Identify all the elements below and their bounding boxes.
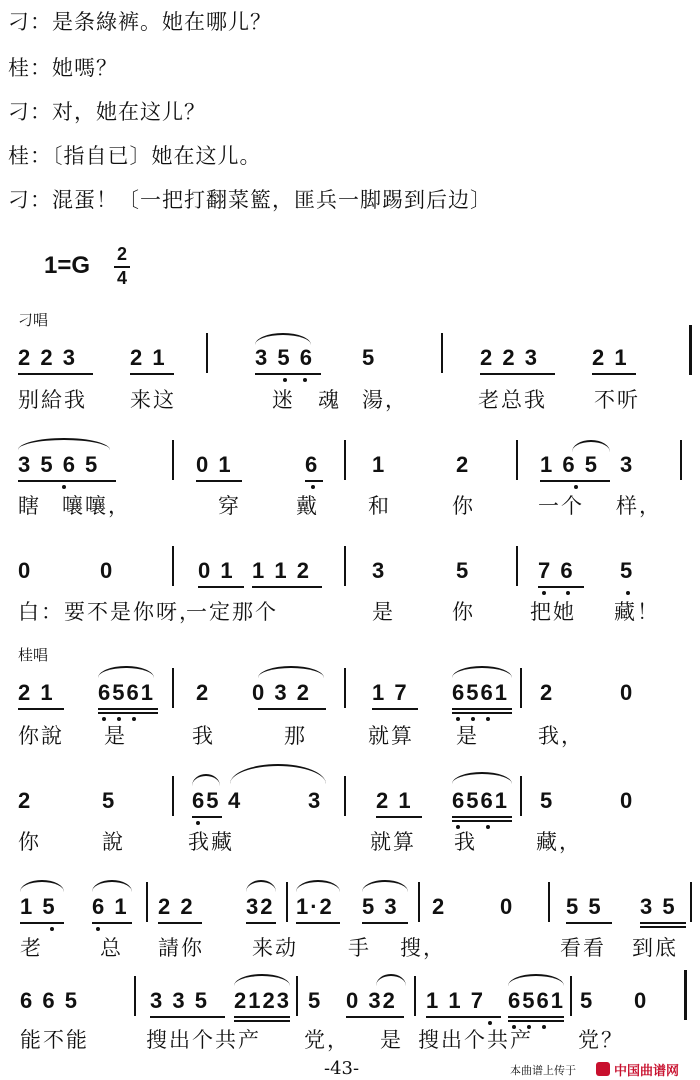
slur — [508, 974, 564, 986]
note-group: 5 — [540, 788, 555, 813]
note-group: 2 — [196, 680, 211, 705]
underline — [362, 922, 408, 924]
note-group: 5 — [620, 558, 635, 583]
note-group: 0 — [634, 988, 649, 1013]
speaker: 刁： — [8, 10, 52, 34]
note-group: 6 — [305, 452, 320, 477]
lyric: 你 — [18, 830, 41, 854]
lyric: 就算 — [370, 830, 416, 854]
note-group: 2 — [432, 894, 447, 919]
underline — [640, 922, 686, 924]
underline — [508, 1016, 564, 1018]
note-group: 2 — [540, 680, 555, 705]
note-group: 1 6 5 — [540, 452, 599, 477]
underline — [258, 708, 326, 710]
underline — [452, 816, 512, 818]
underline — [98, 708, 158, 710]
note-group: 2 2 — [158, 894, 195, 919]
note-group: 2 1 — [592, 345, 629, 370]
note-group: 2 — [18, 788, 33, 813]
lyric: 是 — [456, 724, 479, 748]
underline — [158, 922, 202, 924]
upload-note: 本曲谱上传于 — [510, 1065, 576, 1077]
tie — [230, 764, 326, 784]
slur — [572, 440, 610, 452]
lyric: 白：要不是你呀， — [18, 600, 202, 624]
octave-dot — [542, 1025, 546, 1029]
slur — [192, 774, 220, 786]
lyric: 一个 — [538, 494, 584, 518]
octave-dot — [574, 485, 578, 489]
octave-dot — [542, 591, 546, 595]
slur — [296, 880, 340, 892]
dialogue-line-1 — [8, 6, 272, 36]
octave-dot — [303, 378, 307, 382]
note-group: 0 1 — [196, 452, 233, 477]
lyric: 嚷嚷， — [62, 494, 131, 518]
note-group: 6561 — [452, 680, 509, 705]
slur — [255, 333, 311, 345]
underline — [640, 926, 686, 928]
underline — [150, 1016, 225, 1018]
slur — [452, 666, 512, 678]
note-group: 5 3 — [362, 894, 399, 919]
barline — [516, 546, 518, 586]
note-group: 0 1 — [198, 558, 235, 583]
note-group: 2 — [456, 452, 471, 477]
underline — [18, 480, 116, 482]
octave-dot — [50, 927, 54, 931]
barline — [172, 668, 174, 708]
lyric: 搜出个共产 — [146, 1028, 261, 1052]
lyric: 样， — [616, 494, 662, 518]
lyric: 老总我 — [478, 388, 547, 412]
note-group: 0 — [100, 558, 115, 583]
underline — [92, 922, 132, 924]
barline — [172, 776, 174, 816]
slur — [20, 880, 64, 892]
lyric: 藏， — [536, 830, 582, 854]
barline — [548, 882, 550, 922]
note-group: 1 1 7 — [426, 988, 485, 1013]
underline — [296, 922, 340, 924]
slur — [92, 880, 132, 892]
barline — [344, 440, 346, 480]
barline — [414, 976, 416, 1016]
slur — [18, 438, 110, 450]
lyric: 到底 — [632, 936, 678, 960]
barline — [172, 440, 174, 480]
barline — [684, 970, 687, 1020]
note-group: 1 — [372, 452, 387, 477]
lyric: 我， — [538, 724, 584, 748]
role-label-gui: 桂唱 — [18, 646, 49, 664]
lyric: 老 — [20, 936, 43, 960]
note-group: 1 1 2 — [252, 558, 311, 583]
note-group: 1·2 — [296, 894, 334, 919]
dialogue-text: 她嗎？ — [52, 56, 118, 80]
lyric: 瞎 — [18, 494, 41, 518]
note-group: 6561 — [508, 988, 565, 1013]
lyric: 党， — [304, 1028, 350, 1052]
underline — [198, 586, 244, 588]
underline — [376, 816, 422, 818]
underline — [538, 586, 584, 588]
note-group: 5 5 — [566, 894, 603, 919]
barline — [172, 546, 174, 586]
underline — [592, 373, 636, 375]
underline — [18, 708, 64, 710]
underline — [252, 586, 322, 588]
underline — [346, 1016, 404, 1018]
barline — [570, 976, 572, 1016]
dialogue-line-4 — [8, 140, 262, 170]
note-group: 5 — [362, 345, 377, 370]
underline — [566, 922, 612, 924]
dialogue-text: 对，她在这儿？ — [52, 100, 206, 124]
note-group: 1 5 — [20, 894, 57, 919]
speaker: 桂： — [8, 56, 52, 80]
lyric: 来这 — [130, 388, 176, 412]
note-group: 2123 — [234, 988, 291, 1013]
note-group: 3 — [372, 558, 387, 583]
lyric: 是 — [380, 1028, 403, 1052]
underline — [196, 480, 242, 482]
octave-dot — [132, 717, 136, 721]
underline — [540, 480, 610, 482]
site-name: 中国曲谱网 — [614, 1063, 680, 1078]
octave-dot — [486, 825, 490, 829]
barline — [520, 776, 522, 816]
lyric: 搜出个共产 — [418, 1028, 533, 1052]
lyric: 一定那个 — [186, 600, 278, 624]
lyric: 看看 — [560, 936, 606, 960]
underline — [305, 480, 323, 482]
barline — [134, 976, 136, 1016]
note-group: 6 6 5 — [20, 988, 79, 1013]
underline — [452, 708, 512, 710]
note-group: 7 6 — [538, 558, 575, 583]
underline — [192, 816, 222, 818]
underline — [130, 373, 174, 375]
lyric: 迷 — [272, 388, 295, 412]
page-number: -43- — [324, 1058, 360, 1079]
note-group: 0 32 — [346, 988, 397, 1013]
note-group: 0 — [620, 680, 635, 705]
note-group: 5 — [308, 988, 323, 1013]
time-signature-bottom: 4 — [116, 268, 127, 288]
underline — [18, 373, 93, 375]
underline — [20, 922, 64, 924]
lyric: 把她 — [530, 600, 576, 624]
note-group: 65 — [192, 788, 221, 813]
note-group: 0 — [18, 558, 33, 583]
barline — [418, 882, 420, 922]
octave-dot — [196, 821, 200, 825]
lyric: 我藏 — [188, 830, 234, 854]
lyric: 你 — [452, 600, 475, 624]
slur — [234, 974, 290, 986]
note-group: 6 1 — [92, 894, 129, 919]
slur — [376, 974, 406, 986]
note-group: 5 — [580, 988, 595, 1013]
octave-dot — [311, 485, 315, 489]
lyric: 来动 — [252, 936, 298, 960]
note-group: 6561 — [98, 680, 155, 705]
underline — [234, 1016, 290, 1018]
dialogue-line-5 — [8, 184, 492, 214]
barline — [520, 668, 522, 708]
barline — [206, 333, 208, 373]
lyric: 你 — [452, 494, 475, 518]
octave-dot — [566, 591, 570, 595]
lyric: 戴 — [296, 494, 319, 518]
octave-dot — [626, 591, 630, 595]
note-group: 5 — [102, 788, 117, 813]
barline — [689, 325, 692, 375]
underline — [372, 708, 418, 710]
slur — [362, 880, 408, 892]
barline — [146, 882, 148, 922]
slur — [98, 666, 154, 678]
lyric: 别給我 — [18, 388, 87, 412]
lyric: 就算 — [368, 724, 414, 748]
note-group: 5 — [456, 558, 471, 583]
lyric: 是 — [104, 724, 127, 748]
lyric: 党？ — [578, 1028, 624, 1052]
note-group: 0 — [500, 894, 515, 919]
lyric: 搜， — [400, 936, 446, 960]
barline — [680, 440, 682, 480]
note-group: 3 — [308, 788, 323, 813]
lyric: 总 — [100, 936, 123, 960]
barline — [690, 882, 692, 922]
barline — [344, 776, 346, 816]
speaker: 刁： — [8, 188, 52, 212]
note-group: 2 1 — [18, 680, 55, 705]
octave-dot — [96, 927, 100, 931]
lyric: 能不能 — [20, 1028, 89, 1052]
underline — [246, 922, 276, 924]
note-group: 3 5 6 — [255, 345, 314, 370]
note-group: 3 — [620, 452, 635, 477]
lyric: 魂 — [318, 388, 341, 412]
key-signature: 1=G — [44, 252, 91, 279]
underline — [255, 373, 321, 375]
dialogue-line-2 — [8, 52, 118, 82]
barline — [296, 976, 298, 1016]
role-label-diao: 刁唱 — [18, 311, 49, 329]
barline — [516, 440, 518, 480]
note-group: 0 3 2 — [252, 680, 311, 705]
dialogue-text: 混蛋！〔一把打翻菜籃，匪兵一脚踢到后边〕 — [52, 188, 492, 212]
lyric: 和 — [368, 494, 391, 518]
slur — [258, 666, 324, 678]
note-group: 2 2 3 — [480, 345, 539, 370]
slur — [452, 772, 512, 784]
note-group: 3 5 — [640, 894, 677, 919]
note-group: 1 7 — [372, 680, 409, 705]
underline — [426, 1016, 501, 1018]
speaker: 桂： — [8, 144, 52, 168]
lyric: 那 — [284, 724, 307, 748]
dialogue-text: 是条綠裤。她在哪儿？ — [52, 10, 272, 34]
underline — [480, 373, 555, 375]
note-group: 2 1 — [130, 345, 167, 370]
lyric: 是 — [372, 600, 395, 624]
octave-dot — [283, 378, 287, 382]
lyric: 我 — [192, 724, 215, 748]
barline — [286, 882, 288, 922]
underline — [452, 712, 512, 714]
note-group: 4 — [228, 788, 243, 813]
lyric: 不听 — [594, 388, 640, 412]
dialogue-text: 〔指自已〕她在这儿。 — [52, 144, 262, 168]
slur — [246, 880, 276, 892]
lyric: 穿 — [218, 494, 241, 518]
lyric: 湯， — [362, 388, 408, 412]
barline — [441, 333, 443, 373]
octave-dot — [486, 717, 490, 721]
note-group: 3 5 6 5 — [18, 452, 100, 477]
site-logo-icon — [596, 1062, 610, 1076]
speaker: 刁： — [8, 100, 52, 124]
octave-dot — [62, 485, 66, 489]
underline — [452, 820, 512, 822]
underline — [234, 1020, 290, 1022]
time-signature-top: 2 — [116, 244, 127, 264]
note-group: 2 2 3 — [18, 345, 77, 370]
lyric: 你說 — [18, 724, 64, 748]
underline — [508, 1020, 564, 1022]
lyric: 藏！ — [614, 600, 660, 624]
barline — [344, 546, 346, 586]
dialogue-line-3 — [8, 96, 206, 126]
lyric: 說 — [102, 830, 125, 854]
lyric: 請你 — [158, 936, 204, 960]
note-group: 6561 — [452, 788, 509, 813]
note-group: 2 1 — [376, 788, 413, 813]
underline — [98, 712, 158, 714]
lyric: 手 — [348, 936, 371, 960]
lyric: 我 — [454, 830, 477, 854]
barline — [344, 668, 346, 708]
note-group: 0 — [620, 788, 635, 813]
note-group: 32 — [246, 894, 275, 919]
note-group: 3 3 5 — [150, 988, 209, 1013]
